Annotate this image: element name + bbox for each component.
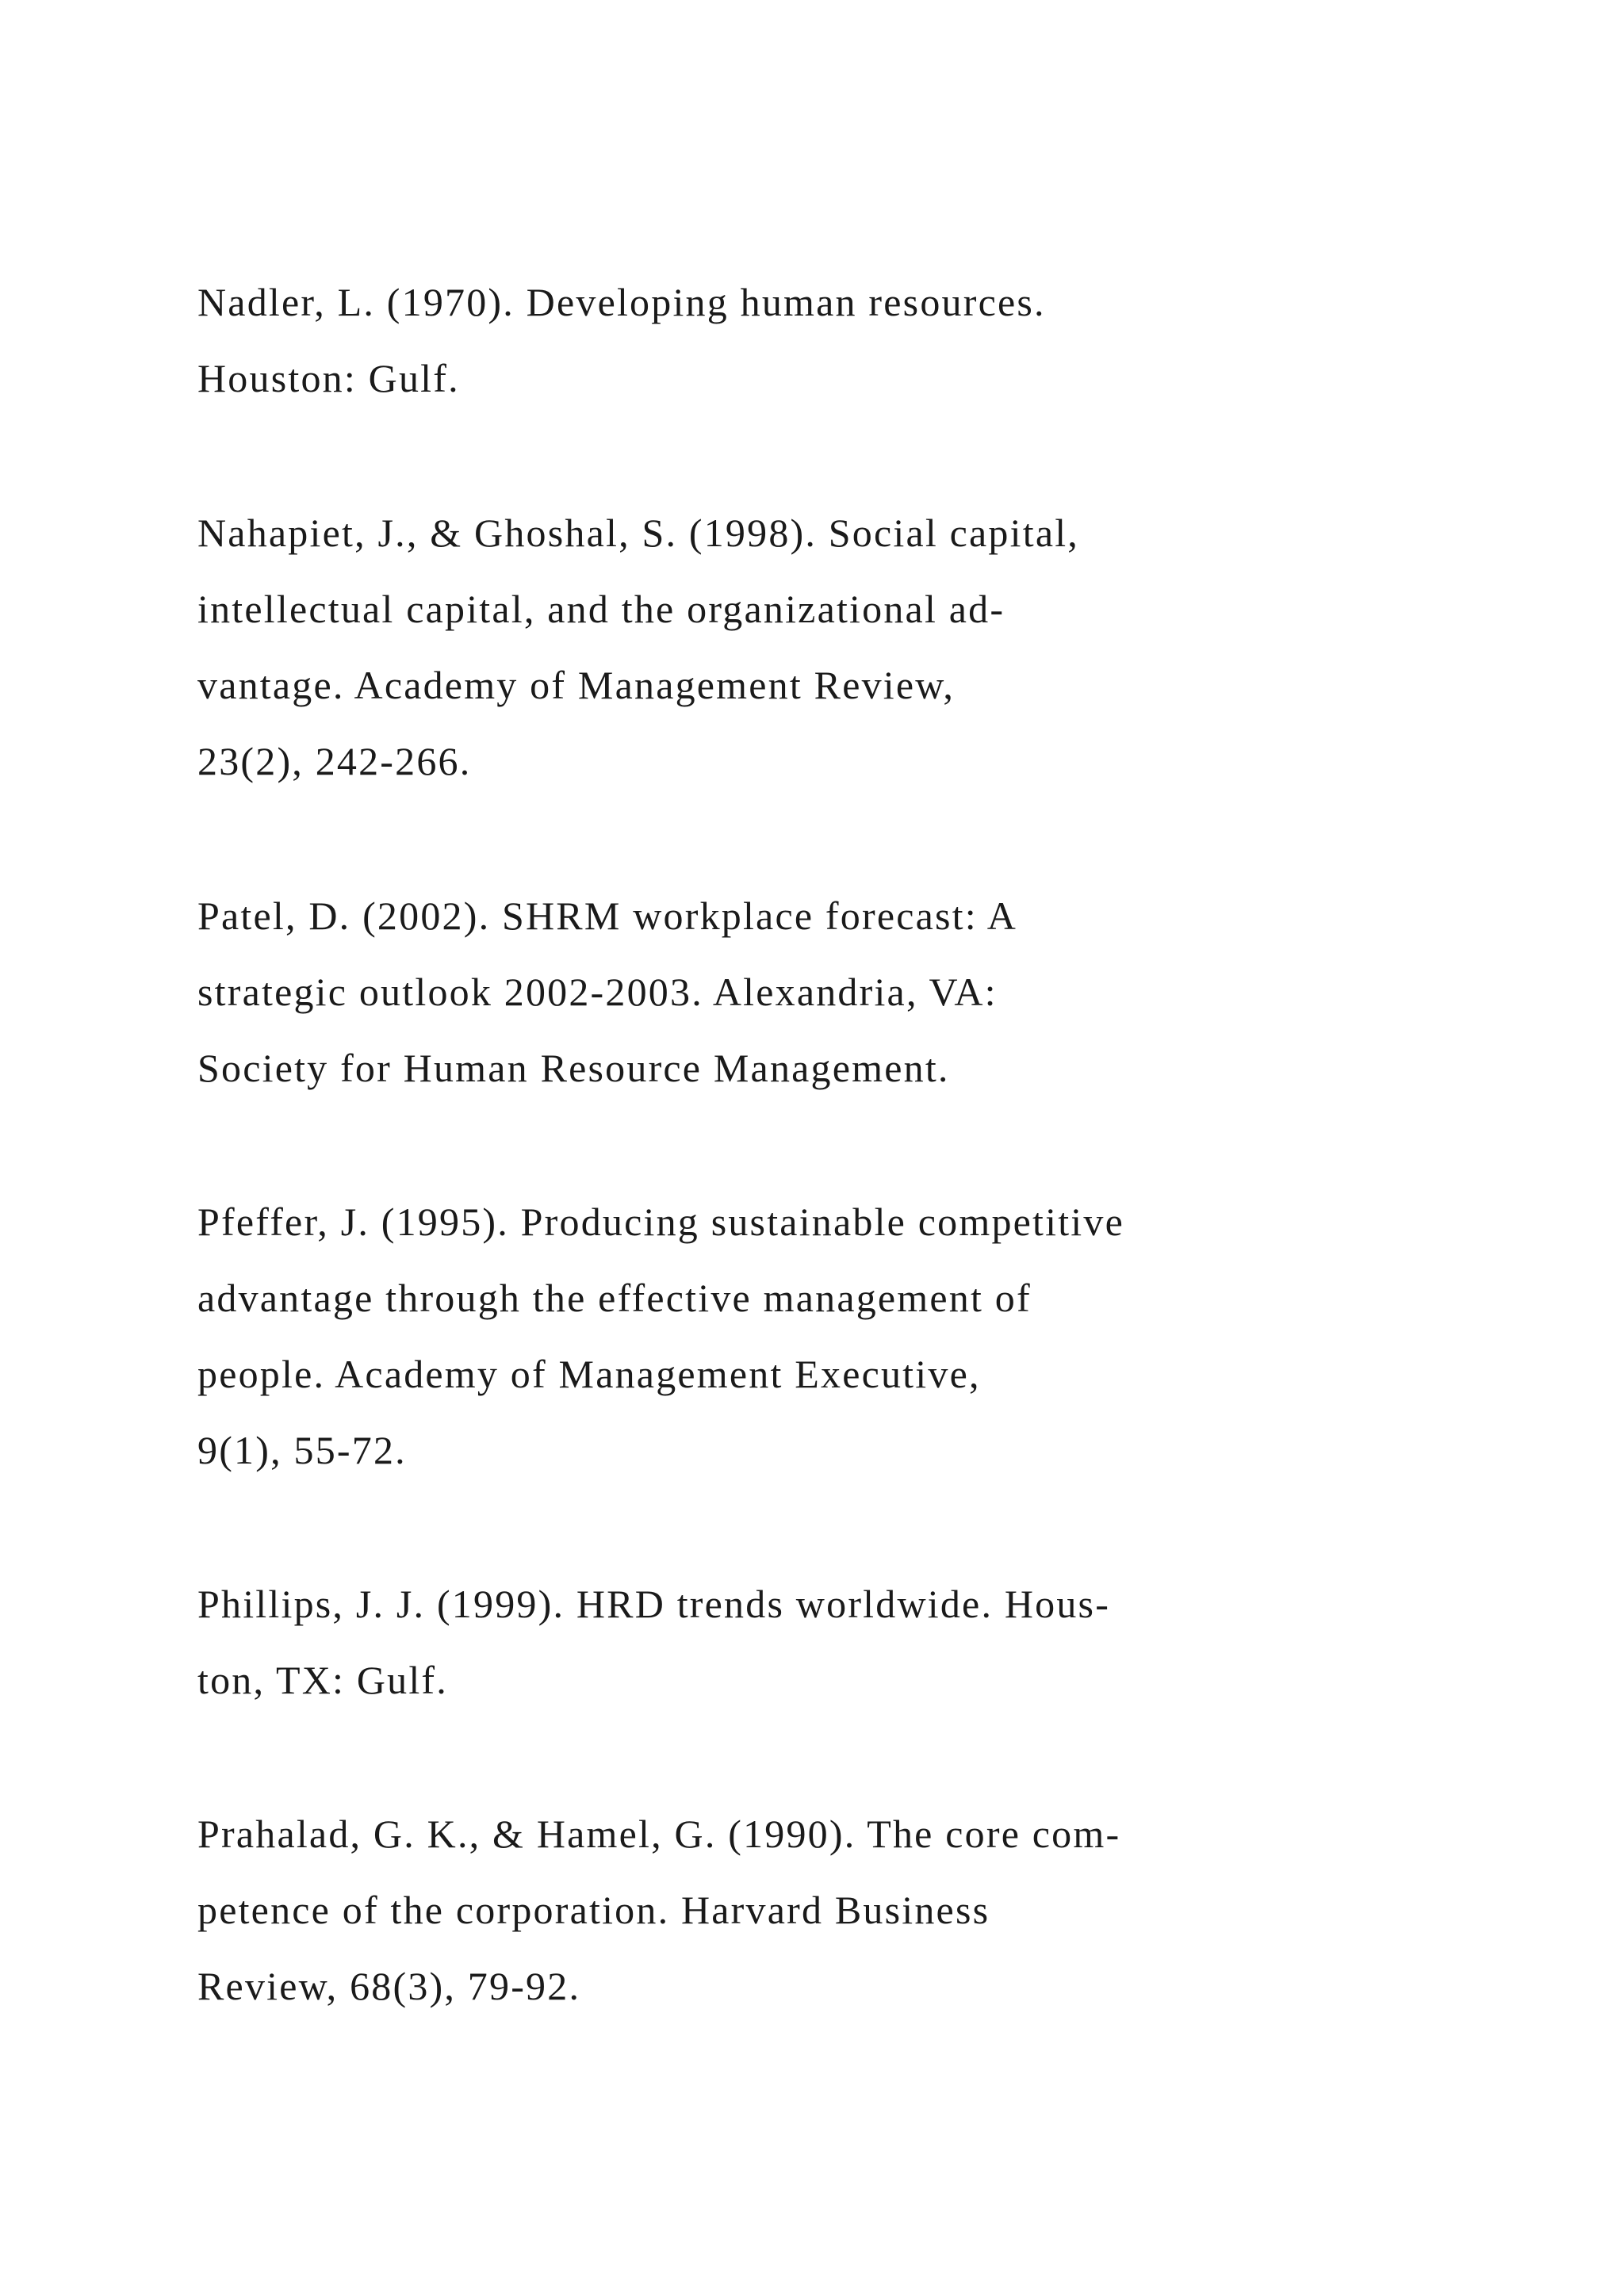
reference-line: intellectual capital, and the organizational ad- <box>197 587 1005 631</box>
reference-line: Phillips, J. J. (1999). HRD trends worldwide. Hous- <box>197 1582 1111 1626</box>
reference-line: Houston: Gulf. <box>197 356 460 400</box>
reference-line: Review, 68(3), 79-92. <box>197 1964 581 2008</box>
reference-line: vantage. Academy of Management Review, <box>197 663 956 707</box>
reference-line: ton, TX: Gulf. <box>197 1658 448 1702</box>
reference-line: 9(1), 55-72. <box>197 1428 407 1472</box>
reference-line: Prahalad, G. K., & Hamel, G. (1990). The core com- <box>197 1812 1121 1856</box>
reference-line: people. Academy of Management Executive, <box>197 1352 981 1396</box>
reference-nahapiet-ghoshal-1998 <box>197 495 1079 799</box>
reference-line: Society for Human Resource Management. <box>197 1046 950 1090</box>
reference-line: Nahapiet, J., & Ghoshal, S. (1998). Social capital, <box>197 511 1080 555</box>
reference-line: petence of the corporation. Harvard Business <box>197 1888 990 1932</box>
reference-pfeffer-1995 <box>197 1184 1124 1488</box>
reference-line: 23(2), 242-266. <box>197 739 472 783</box>
reference-patel-2002 <box>197 878 1017 1106</box>
reference-nadler-1970 <box>197 264 1046 416</box>
reference-line: Nadler, L. (1970). Developing human resources. <box>197 280 1046 324</box>
reference-phillips-1999 <box>197 1566 1110 1718</box>
reference-line: Patel, D. (2002). SHRM workplace forecast: A <box>197 894 1018 938</box>
reference-prahalad-hamel-1990 <box>197 1796 1120 2024</box>
reference-line: advantage through the effective management of <box>197 1276 1032 1320</box>
reference-line: strategic outlook 2002-2003. Alexandria, VA: <box>197 970 998 1014</box>
reference-line: Pfeffer, J. (1995). Producing sustainable competitive <box>197 1200 1124 1244</box>
